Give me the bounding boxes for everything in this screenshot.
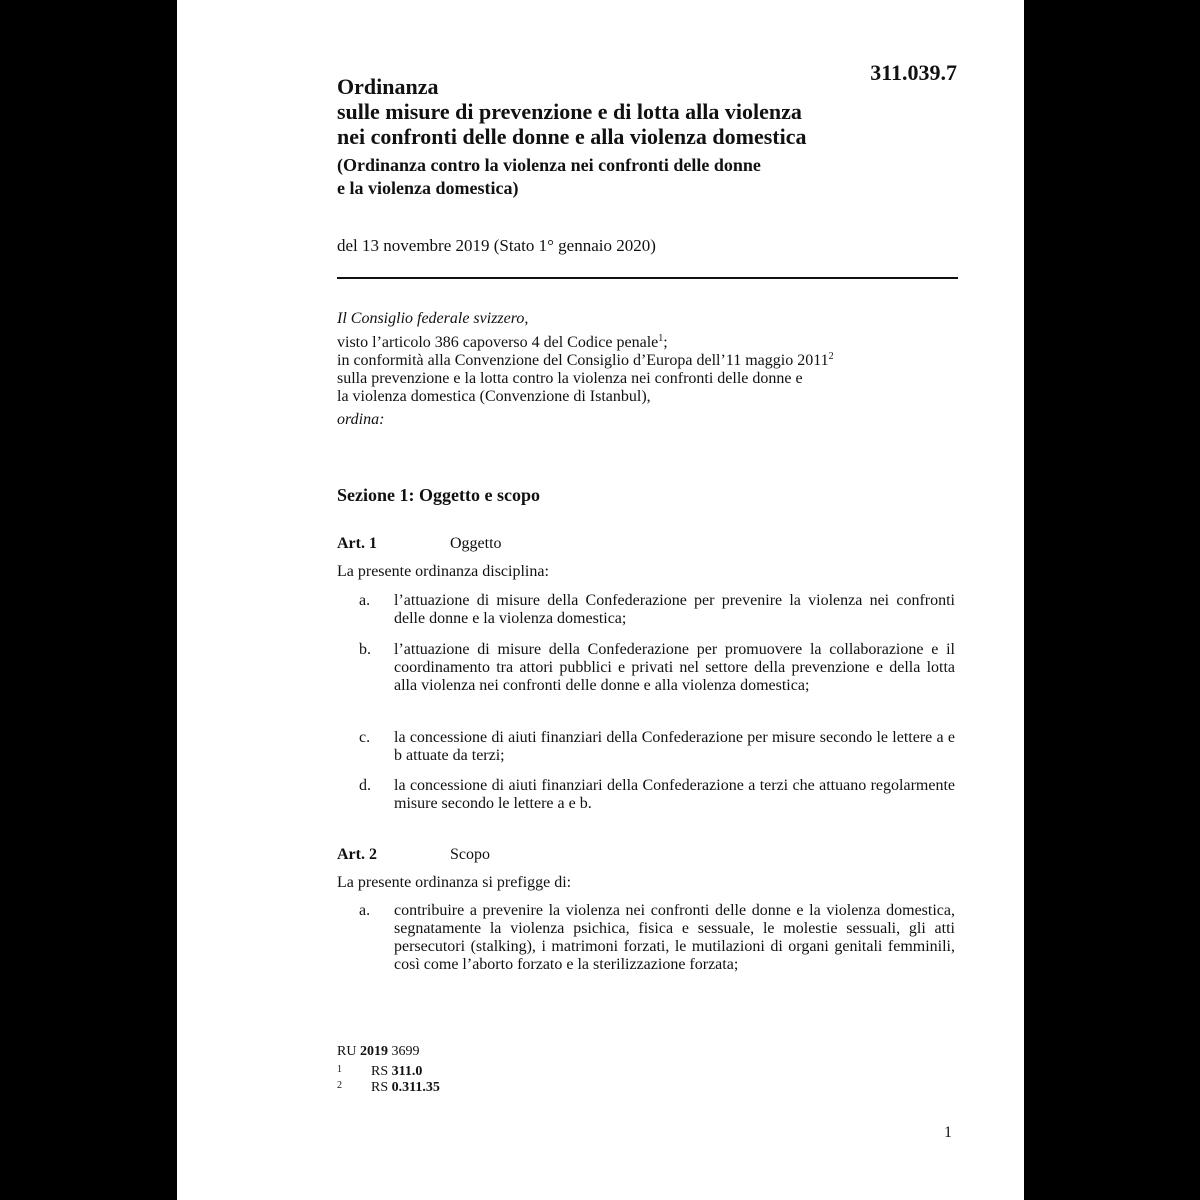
list-item: b. l’attuazione di misure della Confederazione per promuovere la collaborazione e il coordinamento tra attori pubblici e privati nel settore della prevenzione e della lotta alla violenza nei confronti delle donne e alla violenza domestica;	[359, 641, 955, 694]
footnote-ref-1[interactable]: 1	[658, 333, 664, 344]
list-item: a. l’attuazione di misure della Confederazione per prevenire la violenza nei confronti delle donne e la violenza domestica;	[359, 592, 955, 627]
section-heading: Sezione 1: Oggetto e scopo	[337, 485, 540, 505]
preamble-line: visto l’articolo 386 capoverso 4 del Codice penale$^1$;	[337, 333, 668, 351]
article-intro: La presente ordinanza si prefigge di:	[337, 874, 572, 891]
article-2-heading	[337, 846, 490, 864]
divider	[337, 277, 958, 279]
document-page: 311.039.7 Ordinanza sulle misure di prevenzione e di lotta alla violenza nei confronti delle donne e alla violenza domestica (Ordinanza contro la violenza nei confronti delle donne e la violenza domestica) del 13 novembre 2019 (Stato 1° gennaio 2020) Il Consiglio federale svizzero, visto l’articolo 386 capoverso 4 del Codice penale$^1$; in conformità alla Convenzione del Consiglio d’Europa dell’11 maggio 2011$^2$ sulla prevenzione e la lotta contro la violenza nei confronti delle donne e la violenza domestica (Convenzione di Istanbul), ordina: Sezione 1: Oggetto e scopo Art. 1 Oggetto La presente ordinanza disciplina: a. l’attuazione di misure della Confederazione per prevenire la violenza nei confronti delle donne e la violenza domestica; b. l’attuazione di misure della Confederazione per promuovere la collaborazione e il coordinamento tra attori pubblici e privati nel settore della prevenzione e della lotta alla violenza nei confronti delle donne e alla violenza domestica; c. la concessione di aiuti finanziari della Confederazione per misure secondo le lettere a e b attuate da terzi; d. la concessione di aiuti finanziari della Confederazione a terzi che attuano regolarmente misure secondo le lettere a e b. Art. 2 Scopo La presente ordinanza si prefigge di: a. contribuire a prevenire la violenza nei confronti delle donne e la violenza domestica, segnatamente la violenza psichica, fisica e sessuale, le molestie sessuali, gli atti persecutori (stalking), i matrimoni forzati, le mutilazioni di organi genitali femminili, così come l’aborto forzato e la sterilizzazione forzata; RU 2019 3699 1 RS 311.0 2 RS 0.311.35 1	[177, 0, 1024, 1200]
preamble-line: la violenza domestica (Convenzione di Istanbul),	[337, 388, 651, 405]
preamble-line: in conformità alla Convenzione del Consiglio d’Europa dell’11 maggio 2011$^2$	[337, 351, 834, 369]
short-title-line: (Ordinanza contro la violenza nei confronti delle donne	[337, 155, 761, 175]
footnote-link[interactable]: 0.311.35	[391, 1080, 440, 1095]
list-item: d. la concessione di aiuti finanziari della Confederazione a terzi che attuano regolarmente misure secondo le lettere a e b.	[359, 777, 955, 812]
short-title-line: e la violenza domestica)	[337, 178, 519, 198]
title-line: sulle misure di prevenzione e di lotta alla violenza	[337, 99, 802, 124]
article-title: Oggetto	[450, 535, 502, 552]
preamble-ordina: ordina:	[337, 411, 385, 428]
article-number: Art. 2	[337, 846, 377, 863]
list-item: c. la concessione di aiuti finanziari della Confederazione per misure secondo le lettere a e b attuate da terzi;	[359, 729, 955, 764]
article-title: Scopo	[450, 846, 490, 863]
article-number: Art. 1	[337, 535, 377, 552]
article-1-heading	[337, 535, 502, 553]
preamble-authority: Il Consiglio federale svizzero,	[337, 310, 529, 327]
official-compilation-ref: RU 2019 3699	[337, 1044, 420, 1059]
document-number: 311.039.7	[870, 60, 957, 85]
short-title	[337, 154, 761, 200]
document-date: del 13 novembre 2019 (Stato 1° gennaio 2020)	[337, 236, 656, 255]
footnote-ref-2[interactable]: 2	[828, 351, 834, 362]
title-line: nei confronti delle donne e alla violenza domestica	[337, 124, 807, 149]
list-item: a. contribuire a prevenire la violenza nei confronti delle donne e la violenza domestica, segnatamente la violenza psichica, fisica e sessuale, le molestie sessuali, gli atti persecutori (stalking), i matrimoni forzati, le mutilazioni di organi genitali femminili, così come l’aborto forzato e la sterilizzazione forzata;	[359, 902, 955, 973]
document-title	[337, 74, 807, 149]
page-number: 1	[944, 1124, 952, 1141]
article-intro: La presente ordinanza disciplina:	[337, 563, 549, 580]
preamble-line: sulla prevenzione e la lotta contro la violenza nei confronti delle donne e	[337, 370, 803, 387]
title-line: Ordinanza	[337, 74, 439, 99]
footnote-link[interactable]: 311.0	[391, 1064, 423, 1079]
